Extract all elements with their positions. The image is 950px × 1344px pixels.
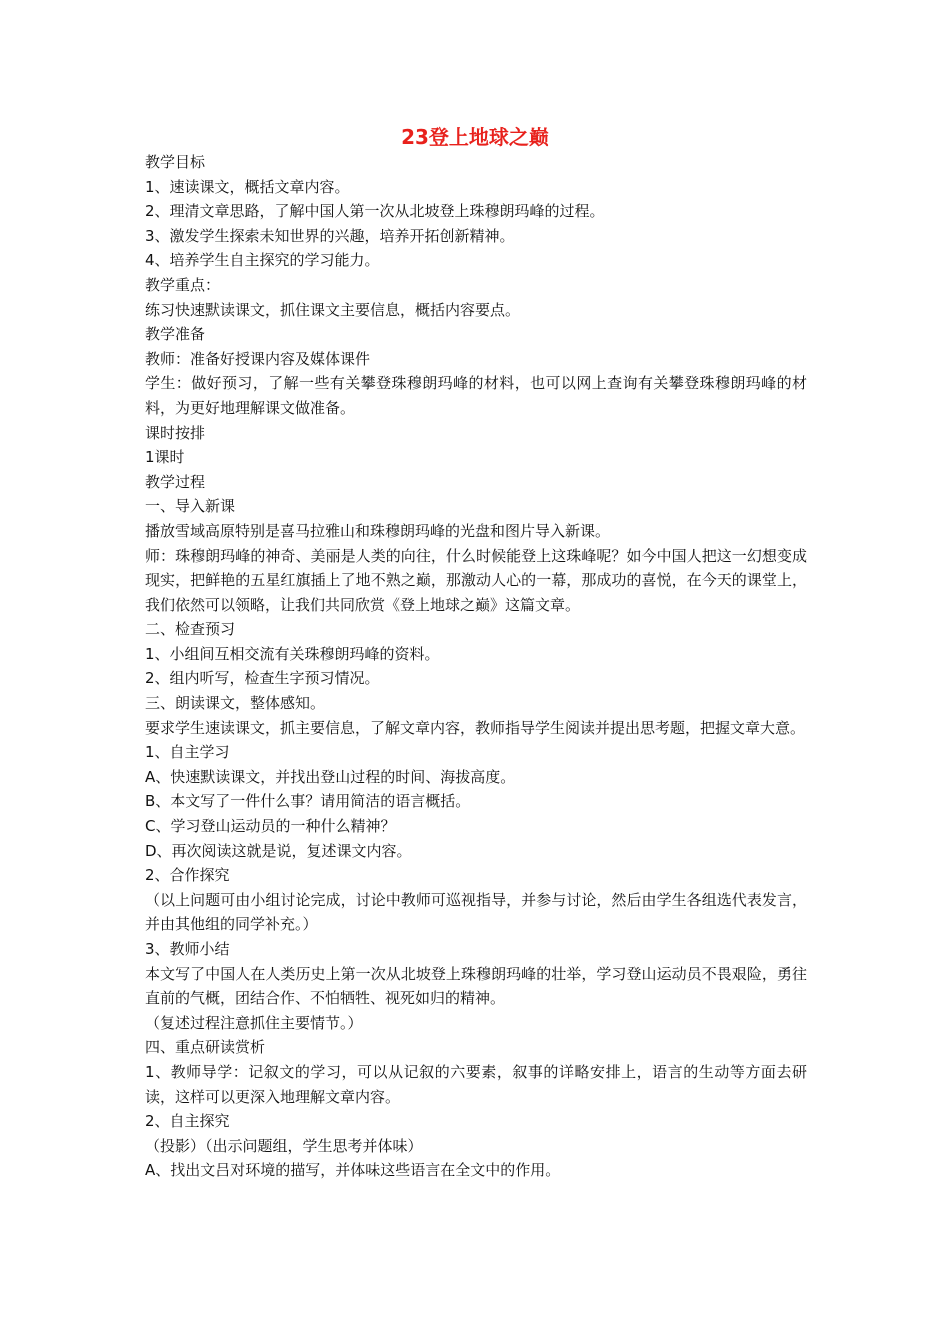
question-item: D、再次阅读这就是说，复述课文内容。 [145,841,412,860]
sub-heading: 2、合作探究 [145,866,230,885]
question-item: C、学习登山运动员的一种什么精神？ [145,817,396,836]
question-item: B、本文写了一件什么事？请用简洁的语言概括。 [145,792,471,811]
sub-heading: 2、自主探究 [145,1112,230,1131]
section-heading: 三、朗读课文，整体感知。 [145,694,326,713]
heading-teaching-goals: 教学目标 [145,153,206,171]
section-heading: 四、重点研读赏析 [145,1038,266,1057]
goal-item: 2、理清文章思路，了解中国人第一次从北坡登上珠穆朗玛峰的过程。 [145,202,605,221]
paragraph: 要求学生速读课文，抓主要信息，了解文章内容，教师指导学生阅读并提出思考题，把握文章大意。 [145,718,806,737]
paragraph: 1、教师导学：记叙文的学习，可以从记叙的六要素，叙事的详略安排上，语言的生动等方面去研读，这样可以更深入地理解文章内容。 [145,1062,807,1106]
paragraph: 教师：准备好授课内容及媒体课件 [145,349,371,368]
document-body [145,150,807,1183]
heading-teaching-process: 教学过程 [145,472,206,491]
paragraph: （以上问题可由小组讨论完成，讨论中教师可巡视指导，并参与讨论，然后由学生各组选代表发言，并由其他组的同学补充。） [145,890,807,934]
question-item: A、快速默读课文，并找出登山过程的时间、海拔高度。 [145,767,516,786]
goal-item: 1、速读课文，概括文章内容。 [145,177,350,196]
question-item: A、找出文吕对环境的描写，并体味这些语言在全文中的作用。 [145,1161,561,1180]
paragraph: （投影）（出示问题组，学生思考并体味） [145,1136,423,1155]
list-item: 1、小组间互相交流有关珠穆朗玛峰的资料。 [145,644,440,663]
paragraph: 1课时 [145,448,185,467]
paragraph: 练习快速默读课文，抓住课文主要信息，概括内容要点。 [145,300,521,319]
sub-heading: 3、教师小结 [145,940,230,958]
paragraph: 播放雪域高原特别是喜马拉雅山和珠穆朗玛峰的光盘和图片导入新课。 [145,521,611,540]
list-item: 2、组内听写，检查生字预习情况。 [145,669,380,688]
heading-class-schedule: 课时按排 [145,423,206,442]
goal-item: 4、培养学生自主探究的学习能力。 [145,251,380,270]
heading-teaching-focus: 教学重点： [145,275,221,294]
sub-heading: 1、自主学习 [145,743,230,762]
paragraph: （复述过程注意抓住主要情节。） [145,1013,363,1032]
goal-item: 3、激发学生探索未知世界的兴趣，培养开拓创新精神。 [145,226,515,245]
paragraph: 师：珠穆朗玛峰的神奇、美丽是人类的向往，什么时候能登上这珠峰呢？如今中国人把这一幻想变成现实，把鲜艳的五星红旗插上了地不熟之巅，那激动人心的一幕，那成功的喜悦，在今天的课堂上，我们依然可以领略，让我们共同欣赏《登上地球之巅》这篇文章。 [145,546,807,614]
heading-teaching-prep: 教学准备 [145,325,206,344]
section-heading: 二、检查预习 [145,620,236,639]
paragraph: 学生：做好预习，了解一些有关攀登珠穆朗玛峰的材料，也可以网上查询有关攀登珠穆朗玛峰的材料，为更好地理解课文做准备。 [145,374,807,417]
section-heading: 一、导入新课 [145,497,236,516]
document-title: 23登上地球之巅 [401,125,549,149]
paragraph: 本文写了中国人在人类历史上第一次从北坡登上珠穆朗玛峰的壮举，学习登山运动员不畏艰险，勇往直前的气概，团结合作、不怕牺牲、视死如归的精神。 [145,964,807,1008]
